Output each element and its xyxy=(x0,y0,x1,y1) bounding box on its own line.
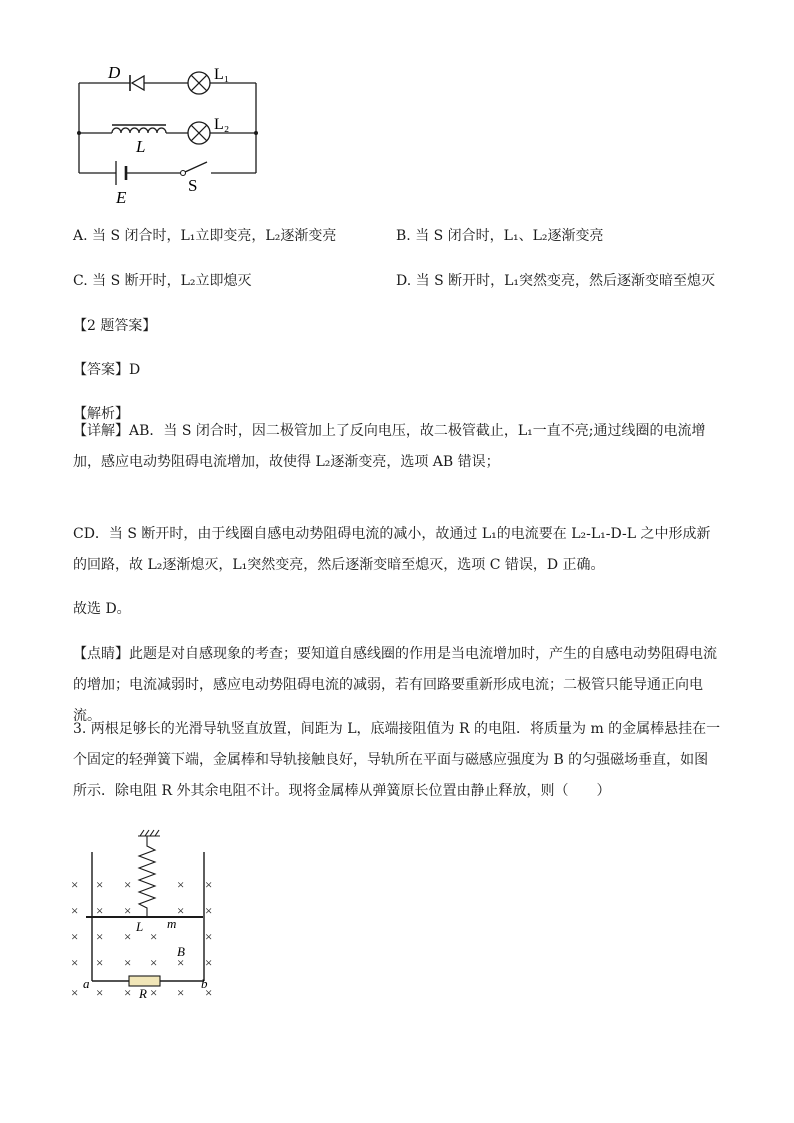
switch-label: S xyxy=(188,176,198,195)
mass-label: m xyxy=(167,916,177,931)
analysis-tag: 【解析】 xyxy=(73,406,129,422)
field-cross-mark: × xyxy=(96,903,104,918)
comment-text: 此题是对自感现象的考查；要知道自感线圈的作用是当电流增加时，产生的自感电动势阻碍电流的增加；电流减弱时，感应电动势阻碍电流的减弱，若有回路要重新形成电流；二极管只能导通正向电流。 xyxy=(73,646,717,724)
field-cross-mark: × xyxy=(205,955,213,970)
rail-spacing-label: L xyxy=(136,919,144,934)
lamp-1-label: L₁ xyxy=(214,66,230,83)
field-cross-mark: × xyxy=(71,877,79,892)
field-cross-mark: × xyxy=(177,985,185,1000)
circuit-diagram xyxy=(70,55,270,210)
rail-magnetic-field-diagram xyxy=(70,826,230,1006)
answer-value: D xyxy=(129,362,141,378)
battery-label: E xyxy=(116,188,127,207)
field-cross-mark: × xyxy=(150,985,158,1000)
diode-symbol xyxy=(130,75,144,91)
detail-conclusion: 故选 D。 xyxy=(73,601,131,617)
field-cross-mark: × xyxy=(177,955,185,970)
option-d: D. 当 S 断开时，L₁突然变亮，然后逐渐变暗至熄灭 xyxy=(396,273,716,289)
field-cross-mark: × xyxy=(96,985,104,1000)
field-label: B xyxy=(177,944,185,959)
detail-text-1: AB．当 S 闭合时，因二极管加上了反向电压，故二极管截止，L₁一直不亮;通过线圈的电流增加，感应电动势阻碍电流增加，故使得 L₂逐渐变亮，选项 AB 错误； xyxy=(73,423,706,470)
option-a: A. 当 S 闭合时，L₁立即变亮，L₂逐渐变亮 xyxy=(73,228,337,244)
field-cross-mark: × xyxy=(124,903,132,918)
point-a-label: a xyxy=(83,976,90,991)
diode-label: D xyxy=(108,63,121,82)
point-b-label: b xyxy=(201,976,208,991)
field-cross-mark: × xyxy=(124,877,132,892)
field-cross-mark: × xyxy=(71,985,79,1000)
detail-paragraph-1 xyxy=(73,416,721,478)
answer-line xyxy=(73,360,140,380)
field-cross-mark: × xyxy=(71,955,79,970)
field-cross-mark: × xyxy=(71,903,79,918)
field-cross-mark: × xyxy=(177,903,185,918)
field-cross-mark: × xyxy=(71,929,79,944)
field-cross-mark: × xyxy=(124,955,132,970)
field-cross-mark: × xyxy=(150,955,158,970)
field-cross-mark: × xyxy=(96,877,104,892)
detail-tag: 【详解】 xyxy=(73,423,129,439)
option-c: C. 当 S 断开时，L₂立即熄灭 xyxy=(73,273,252,289)
field-cross-mark: × xyxy=(205,985,213,1000)
lamp-1-symbol xyxy=(188,72,210,94)
resistor-label: R xyxy=(139,986,147,1001)
field-cross-mark: × xyxy=(205,877,213,892)
switch-symbol xyxy=(181,162,208,176)
spring xyxy=(139,836,155,916)
answer-tag: 【答案】 xyxy=(73,362,129,378)
detail-paragraph-2 xyxy=(73,519,721,581)
inductor-symbol xyxy=(112,125,166,133)
field-cross-mark: × xyxy=(96,929,104,944)
lamp-2-symbol xyxy=(188,122,210,144)
field-cross-mark: × xyxy=(177,877,185,892)
field-cross-mark: × xyxy=(124,985,132,1000)
option-b: B. 当 S 闭合时，L₁、L₂逐渐变亮 xyxy=(396,228,604,244)
question-3-text: 3. 两根足够长的光滑导轨竖直放置，间距为 L，底端接阻值为 R 的电阻．将质量为 m 的金属棒悬挂在一个固定的轻弹簧下端，金属棒和导轨接触良好，导轨所在平面与磁感应强度为 B 的匀强磁场垂直，如图所示．除电阻 R 外其余电阻不计。现将金属棒从弹簧原长位置由静止释放，则（ ） xyxy=(73,721,721,799)
answer-header: 【2 题答案】 xyxy=(73,318,157,334)
field-cross-mark: × xyxy=(205,929,213,944)
lamp-2-label: L₂ xyxy=(214,116,230,133)
comment-tag: 【点睛】 xyxy=(73,646,129,662)
ceiling-support xyxy=(138,830,160,836)
field-cross-mark: × xyxy=(96,955,104,970)
field-cross-mark: × xyxy=(150,929,158,944)
field-cross-mark: × xyxy=(124,929,132,944)
field-cross-mark: × xyxy=(205,903,213,918)
inductor-label: L xyxy=(136,137,146,156)
battery-symbol xyxy=(116,161,126,185)
detail-text-2: CD．当 S 断开时，由于线圈自感电动势阻碍电流的减小，故通过 L₁的电流要在 L₂-L₁-D-L 之中形成新的回路，故 L₂逐渐熄灭，L₁突然变亮，然后逐渐变暗至熄灭，选项 C 错误，D 正确。 xyxy=(73,526,711,573)
